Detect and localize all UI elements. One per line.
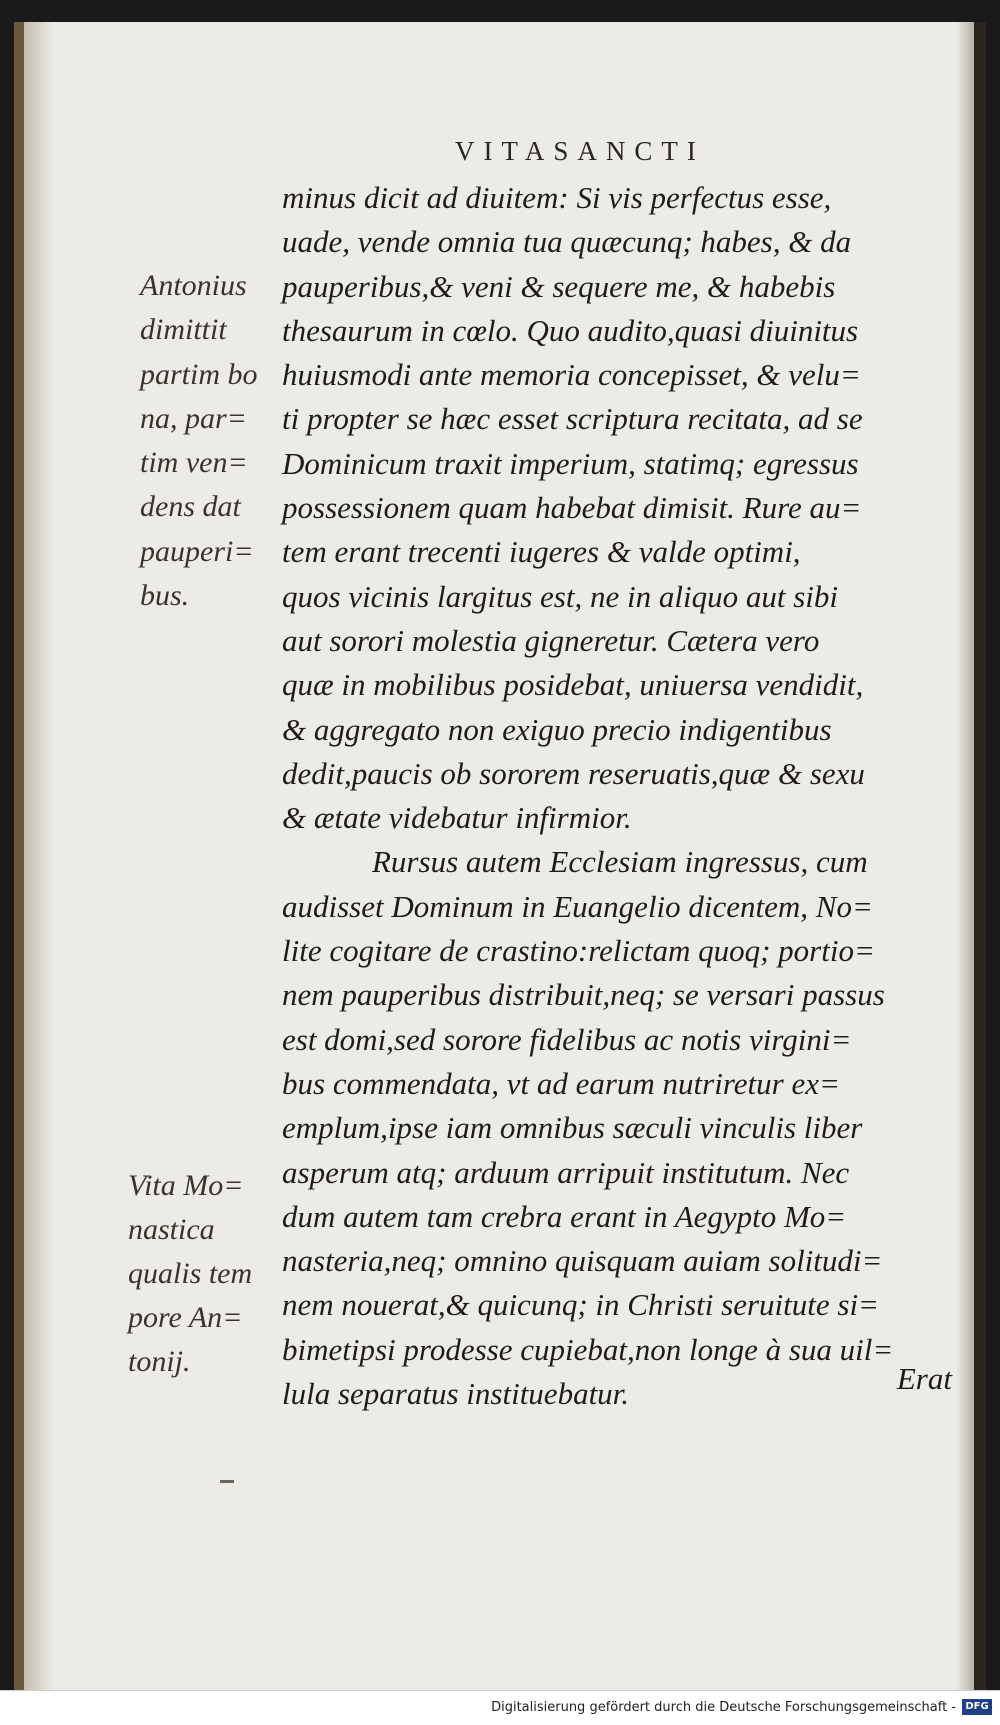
- marginal-line: dimittit: [140, 313, 227, 347]
- marginal-line: dens dat: [140, 490, 241, 524]
- marginal-line: qualis tem: [128, 1257, 253, 1290]
- text-line: minus dicit ad diuitem: Si vis perfectus esse,: [282, 180, 832, 215]
- marginal-line: bus.: [140, 579, 190, 613]
- text-line: nem pauperibus distribuit,neq; se versari passus: [282, 977, 885, 1013]
- marginal-line: pauperi=: [140, 534, 254, 568]
- marginal-note-antonius: [140, 264, 258, 618]
- text-line: lula separatus instituebatur.: [282, 1376, 630, 1412]
- text-line: est domi,sed sorore fidelibus ac notis virgini=: [282, 1021, 852, 1057]
- text-line: nasteria,neq; omnino quisquam auiam solitudi=: [282, 1243, 883, 1279]
- marginal-line: nastica: [128, 1213, 215, 1246]
- text-line: possessionem quam habebat dimisit. Rure au=: [282, 490, 862, 526]
- marginal-line: pore An=: [128, 1301, 243, 1334]
- footer-credit: Digitalisierung gefördert durch die Deutsche Forschungsgemeinschaft -: [491, 1700, 956, 1715]
- marginal-line: na, par=: [140, 401, 247, 435]
- text-line: emplum,ipse iam omnibus sæculi vinculis liber: [282, 1110, 863, 1146]
- marginal-line: partim bo: [140, 357, 258, 391]
- text-line: quos vicinis largitus est, ne in aliquo aut sibi: [282, 578, 838, 614]
- text-line: uade, vende omnia tua quæcunq; habes, & da: [282, 224, 852, 260]
- text-line: tem erant trecenti iugeres & valde optimi,: [282, 534, 801, 570]
- marginal-note-vita-monastica: [128, 1164, 252, 1384]
- text-line: lite cogitare de crastino:relictam quoq; portio=: [282, 933, 875, 969]
- text-line: audisset Dominum in Euangelio dicentem, No=: [282, 888, 873, 924]
- body-text: [282, 176, 962, 1416]
- text-line: ti propter se hæc esset scriptura recitata, ad se: [282, 401, 863, 437]
- text-line: huiusmodi ante memoria concepisset, & velu=: [282, 357, 861, 393]
- paper-mark: [220, 1480, 234, 1483]
- text-line: thesaurum in cœlo. Quo audito,quasi diuinitus: [282, 312, 859, 348]
- marginal-line: Vita Mo=: [128, 1169, 244, 1202]
- text-line: quæ in mobilibus posidebat, uniuersa vendidit,: [282, 667, 864, 703]
- text-line: pauperibus,& veni & sequere me, & habebis: [282, 268, 836, 304]
- catchword: Erat: [896, 1361, 952, 1396]
- running-header: VITASANCTI: [455, 136, 705, 166]
- text-line: & ætate videbatur infirmior.: [282, 800, 632, 836]
- dfg-logo-icon: DFG: [962, 1699, 992, 1715]
- text-line: asperum atq; arduum arripuit institutum. Nec: [282, 1154, 850, 1190]
- marginal-line: tonij.: [128, 1345, 191, 1378]
- text-line: dedit,paucis ob sororem reseruatis,quæ & sexu: [282, 755, 865, 791]
- text-line: bus commendata, vt ad earum nutriretur ex=: [282, 1065, 840, 1101]
- text-line: aut sorori molestia gigneretur. Cætera vero: [282, 622, 820, 658]
- text-line: Rursus autem Ecclesiam ingressus, cum: [372, 844, 868, 880]
- marginal-line: Antonius: [140, 269, 247, 302]
- marginal-line: tim ven=: [140, 446, 248, 480]
- text-line: & aggregato non exiguo precio indigentibus: [282, 711, 832, 747]
- gutter-shadow: [24, 22, 54, 1690]
- footer-bar: [0, 1690, 1000, 1725]
- text-line: nem nouerat,& quicunq; in Christi seruitute si=: [282, 1287, 879, 1323]
- text-line: Dominicum traxit imperium, statimq; egressus: [282, 445, 859, 481]
- text-line: dum autem tam crebra erant in Aegypto Mo=: [282, 1198, 847, 1234]
- text-line: bimetipsi prodesse cupiebat,non longe à sua uil=: [282, 1331, 894, 1367]
